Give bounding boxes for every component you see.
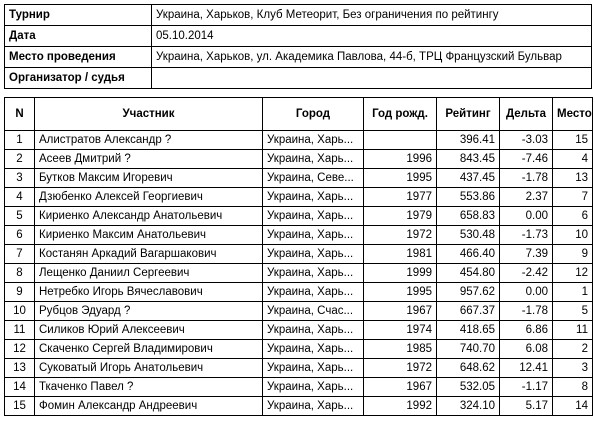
cell-city: Украина, Харь... — [263, 397, 364, 416]
cell-n: 6 — [5, 226, 35, 245]
table-row — [5, 397, 593, 416]
cell-name: Алистратов Александр ? — [35, 131, 263, 150]
cell-name: Кириенко Александр Анатольевич — [35, 207, 263, 226]
info-label: Дата — [5, 26, 152, 47]
cell-n: 7 — [5, 245, 35, 264]
cell-place: 3 — [553, 359, 593, 378]
cell-year: 1972 — [364, 359, 437, 378]
cell-delta: -1.78 — [500, 169, 553, 188]
cell-year: 1995 — [364, 169, 437, 188]
cell-delta: 0.00 — [500, 207, 553, 226]
cell-place: 4 — [553, 150, 593, 169]
cell-n: 9 — [5, 283, 35, 302]
col-header-n: N — [5, 98, 35, 131]
cell-delta: -7.46 — [500, 150, 553, 169]
cell-name: Силиков Юрий Алексеевич — [35, 321, 263, 340]
cell-delta: 2.37 — [500, 188, 553, 207]
cell-year: 1967 — [364, 302, 437, 321]
cell-year: 1981 — [364, 245, 437, 264]
cell-city: Украина, Харь... — [263, 188, 364, 207]
cell-place: 9 — [553, 245, 593, 264]
cell-place: 8 — [553, 378, 593, 397]
cell-rating: 466.40 — [437, 245, 500, 264]
cell-n: 11 — [5, 321, 35, 340]
info-label: Организатор / судья — [5, 68, 152, 89]
info-row-organizer — [5, 68, 592, 89]
cell-n: 10 — [5, 302, 35, 321]
cell-city: Украина, Харь... — [263, 378, 364, 397]
cell-name: Асеев Дмитрий ? — [35, 150, 263, 169]
info-value: Украина, Харьков, Клуб Метеорит, Без ограничения по рейтингу — [152, 5, 592, 26]
info-row-venue — [5, 47, 592, 68]
col-header-place: Место — [553, 98, 593, 131]
cell-n: 15 — [5, 397, 35, 416]
table-row — [5, 207, 593, 226]
cell-rating: 396.41 — [437, 131, 500, 150]
info-row-date — [5, 26, 592, 47]
cell-rating: 454.80 — [437, 264, 500, 283]
table-row — [5, 245, 593, 264]
cell-year — [364, 131, 437, 150]
cell-rating: 530.48 — [437, 226, 500, 245]
cell-n: 14 — [5, 378, 35, 397]
cell-rating: 667.37 — [437, 302, 500, 321]
cell-year: 1996 — [364, 150, 437, 169]
cell-n: 3 — [5, 169, 35, 188]
cell-n: 12 — [5, 340, 35, 359]
cell-rating: 648.62 — [437, 359, 500, 378]
cell-n: 2 — [5, 150, 35, 169]
info-label: Турнир — [5, 5, 152, 26]
table-row — [5, 150, 593, 169]
table-row — [5, 302, 593, 321]
cell-year: 1999 — [364, 264, 437, 283]
col-header-name: Участник — [35, 98, 263, 131]
cell-n: 4 — [5, 188, 35, 207]
cell-n: 5 — [5, 207, 35, 226]
col-header-delta: Дельта — [500, 98, 553, 131]
info-label: Место проведения — [5, 47, 152, 68]
cell-name: Ткаченко Павел ? — [35, 378, 263, 397]
col-header-rating: Рейтинг — [437, 98, 500, 131]
cell-delta: 12.41 — [500, 359, 553, 378]
cell-delta: 7.39 — [500, 245, 553, 264]
cell-delta: -1.78 — [500, 302, 553, 321]
cell-year: 1995 — [364, 283, 437, 302]
info-value — [152, 68, 592, 89]
cell-place: 13 — [553, 169, 593, 188]
cell-city: Украина, Севе... — [263, 169, 364, 188]
table-row — [5, 321, 593, 340]
table-row — [5, 226, 593, 245]
cell-city: Украина, Харь... — [263, 340, 364, 359]
cell-name: Фомин Александр Андреевич — [35, 397, 263, 416]
cell-year: 1979 — [364, 207, 437, 226]
cell-n: 13 — [5, 359, 35, 378]
cell-delta: -1.73 — [500, 226, 553, 245]
cell-place: 1 — [553, 283, 593, 302]
table-row — [5, 169, 593, 188]
cell-n: 1 — [5, 131, 35, 150]
cell-place: 12 — [553, 264, 593, 283]
table-row — [5, 359, 593, 378]
cell-rating: 843.45 — [437, 150, 500, 169]
info-value: 05.10.2014 — [152, 26, 592, 47]
table-row — [5, 131, 593, 150]
table-row — [5, 340, 593, 359]
cell-rating: 418.65 — [437, 321, 500, 340]
cell-place: 14 — [553, 397, 593, 416]
cell-rating: 324.10 — [437, 397, 500, 416]
cell-year: 1974 — [364, 321, 437, 340]
cell-name: Нетребко Игорь Вячеславович — [35, 283, 263, 302]
table-row — [5, 378, 593, 397]
info-value: Украина, Харьков, ул. Академика Павлова, 44-б, ТРЦ Французский Бульвар — [152, 47, 592, 68]
cell-place: 10 — [553, 226, 593, 245]
table-row — [5, 188, 593, 207]
cell-rating: 437.45 — [437, 169, 500, 188]
cell-place: 5 — [553, 302, 593, 321]
cell-name: Скаченко Сергей Владимирович — [35, 340, 263, 359]
cell-city: Украина, Харь... — [263, 131, 364, 150]
cell-delta: -3.03 — [500, 131, 553, 150]
cell-name: Костанян Аркадий Вагаршакович — [35, 245, 263, 264]
cell-place: 11 — [553, 321, 593, 340]
cell-place: 6 — [553, 207, 593, 226]
cell-place: 2 — [553, 340, 593, 359]
cell-city: Украина, Харь... — [263, 283, 364, 302]
cell-year: 1972 — [364, 226, 437, 245]
cell-city: Украина, Харь... — [263, 359, 364, 378]
cell-city: Украина, Харь... — [263, 150, 364, 169]
results-header-row — [5, 98, 593, 131]
cell-name: Рубцов Эдуард ? — [35, 302, 263, 321]
cell-delta: 6.86 — [500, 321, 553, 340]
cell-name: Бутков Максим Игоревич — [35, 169, 263, 188]
cell-place: 7 — [553, 188, 593, 207]
cell-n: 8 — [5, 264, 35, 283]
cell-rating: 740.70 — [437, 340, 500, 359]
cell-year: 1977 — [364, 188, 437, 207]
col-header-city: Город — [263, 98, 364, 131]
cell-delta: 6.08 — [500, 340, 553, 359]
table-row — [5, 264, 593, 283]
cell-city: Украина, Харь... — [263, 207, 364, 226]
cell-name: Суковатый Игорь Анатольевич — [35, 359, 263, 378]
cell-year: 1985 — [364, 340, 437, 359]
results-table — [4, 97, 593, 416]
cell-name: Лещенко Даниил Сергеевич — [35, 264, 263, 283]
cell-delta: 5.17 — [500, 397, 553, 416]
cell-rating: 553.86 — [437, 188, 500, 207]
cell-city: Украина, Харь... — [263, 245, 364, 264]
cell-city: Украина, Счас... — [263, 302, 364, 321]
info-row-tournament — [5, 5, 592, 26]
cell-year: 1992 — [364, 397, 437, 416]
tournament-info-table — [4, 4, 592, 89]
cell-name: Кириенко Максим Анатольевич — [35, 226, 263, 245]
cell-place: 15 — [553, 131, 593, 150]
cell-name: Дзюбенко Алексей Георгиевич — [35, 188, 263, 207]
cell-delta: 0.00 — [500, 283, 553, 302]
cell-rating: 957.62 — [437, 283, 500, 302]
cell-rating: 532.05 — [437, 378, 500, 397]
cell-year: 1967 — [364, 378, 437, 397]
col-header-year: Год рожд. — [364, 98, 437, 131]
table-row — [5, 283, 593, 302]
cell-rating: 658.83 — [437, 207, 500, 226]
cell-delta: -2.42 — [500, 264, 553, 283]
cell-city: Украина, Харь... — [263, 264, 364, 283]
cell-city: Украина, Харь... — [263, 226, 364, 245]
cell-city: Украина, Харь... — [263, 321, 364, 340]
cell-delta: -1.17 — [500, 378, 553, 397]
